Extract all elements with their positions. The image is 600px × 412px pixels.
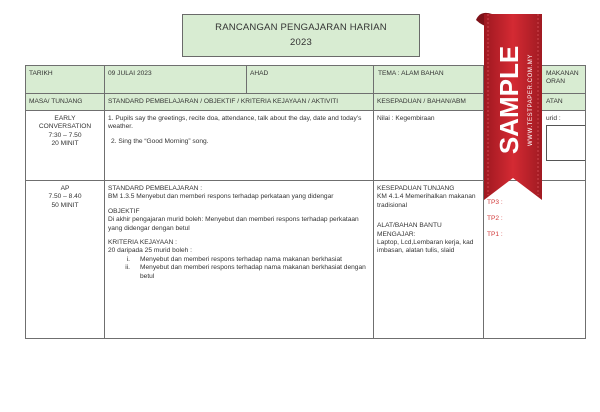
masa-header: MASA/ TUNJANG — [26, 94, 105, 111]
document-year: 2023 — [290, 37, 312, 48]
sp-heading: STANDARD PEMBELAJARAN : — [108, 185, 203, 192]
activity-2: 2. Sing the “Good Morning” song. — [111, 137, 209, 145]
bahan-text: Laptop, Lcd,Lembaran kerja, kad imbasan, alatan tulis, slaid — [377, 239, 474, 255]
time-label-2: CONVERSATION — [38, 123, 92, 131]
tp3-label: TP3 : — [487, 199, 503, 206]
date-cell: 09 JULAI 2023 — [105, 66, 247, 94]
bahan-heading: ALAT/BAHAN BANTU MENGAJAR: — [377, 222, 442, 238]
right-header-line-1: MAKANAN — [546, 70, 579, 77]
ap-time-cell — [26, 181, 105, 339]
tp2-label: TP2 : — [487, 215, 503, 222]
kk-item-number: ii. — [125, 264, 130, 272]
standard-header: STANDARD PEMBELAJARAN / OBJEKTIF / KRITERIA KEJAYAAN / AKTIVITI — [105, 94, 374, 111]
kk-item-text: Menyebut dan memberi respons terhadap nama makanan berkhasiat dengan betul — [140, 264, 366, 280]
ribbon-url: WWW.TESTPAPER.COM.MY — [528, 54, 534, 146]
tunjang-text: KM 4.1.4 Memerihalkan makanan tradisional — [377, 193, 476, 209]
objektif-heading: OBJEKTIF — [108, 207, 140, 215]
tp1-label: TP1 : — [487, 231, 503, 238]
kk-list — [108, 256, 370, 281]
kk-intro: 20 daripada 25 murid boleh : — [108, 247, 192, 255]
kk-item-number: i. — [126, 255, 130, 263]
day-cell: AHAD — [247, 66, 374, 94]
murid-label: urid : — [546, 115, 561, 122]
kk-item — [114, 256, 370, 264]
ap-time-range: 7.50 – 8.40 — [48, 193, 82, 201]
nilai-cell: Nilai : Kegembiraan — [374, 111, 484, 181]
ap-content-cell — [105, 181, 374, 339]
sp-text: BM 1.3.5 Menyebut dan memberi respons terhadap perkataan yang didengar — [108, 193, 334, 201]
kk-item — [114, 264, 370, 281]
right-column-header: ATAN — [484, 94, 586, 111]
time-label-1: EARLY — [54, 115, 76, 122]
ap-label: AP — [60, 185, 70, 192]
right-header-line-2: ORAN — [546, 78, 566, 86]
ap-duration: 50 MINIT — [51, 201, 79, 209]
duration: 20 MINIT — [51, 140, 79, 148]
kk-heading: KRITERIA KEJAYAAN : — [108, 239, 178, 247]
document-title-box — [182, 14, 420, 57]
ribbon-word: SAMPLE — [494, 45, 524, 155]
tema-cell: TEMA : ALAM BAHAN — [374, 66, 484, 94]
time-range: 7:30 – 7.50 — [48, 131, 82, 139]
sample-ribbon — [470, 0, 552, 215]
objektif-text: Di akhir pengajaran murid boleh: Menyebut dan memberi respons terhadap perkataan yang didengar dengan betul — [108, 216, 359, 232]
early-conversation-time-cell — [26, 111, 105, 181]
kesepaduan-cell — [374, 181, 484, 339]
early-conversation-activity-cell — [105, 111, 374, 181]
tunjang-heading: KESEPADUAN TUNJANG — [377, 185, 455, 192]
tarikh-label: TARIKH — [26, 66, 105, 94]
document-title: RANCANGAN PENGAJARAN HARIAN — [215, 22, 387, 33]
activity-1: 1. Pupils say the greetings, recite doa, attendance, talk about the day, date and today’s weather. — [108, 115, 362, 131]
kk-item-text: Menyebut dan memberi respons terhadap nama makanan berkhasiat — [140, 255, 342, 263]
kesepaduan-header: KESEPADUAN / BAHAN/ABM — [374, 94, 484, 111]
